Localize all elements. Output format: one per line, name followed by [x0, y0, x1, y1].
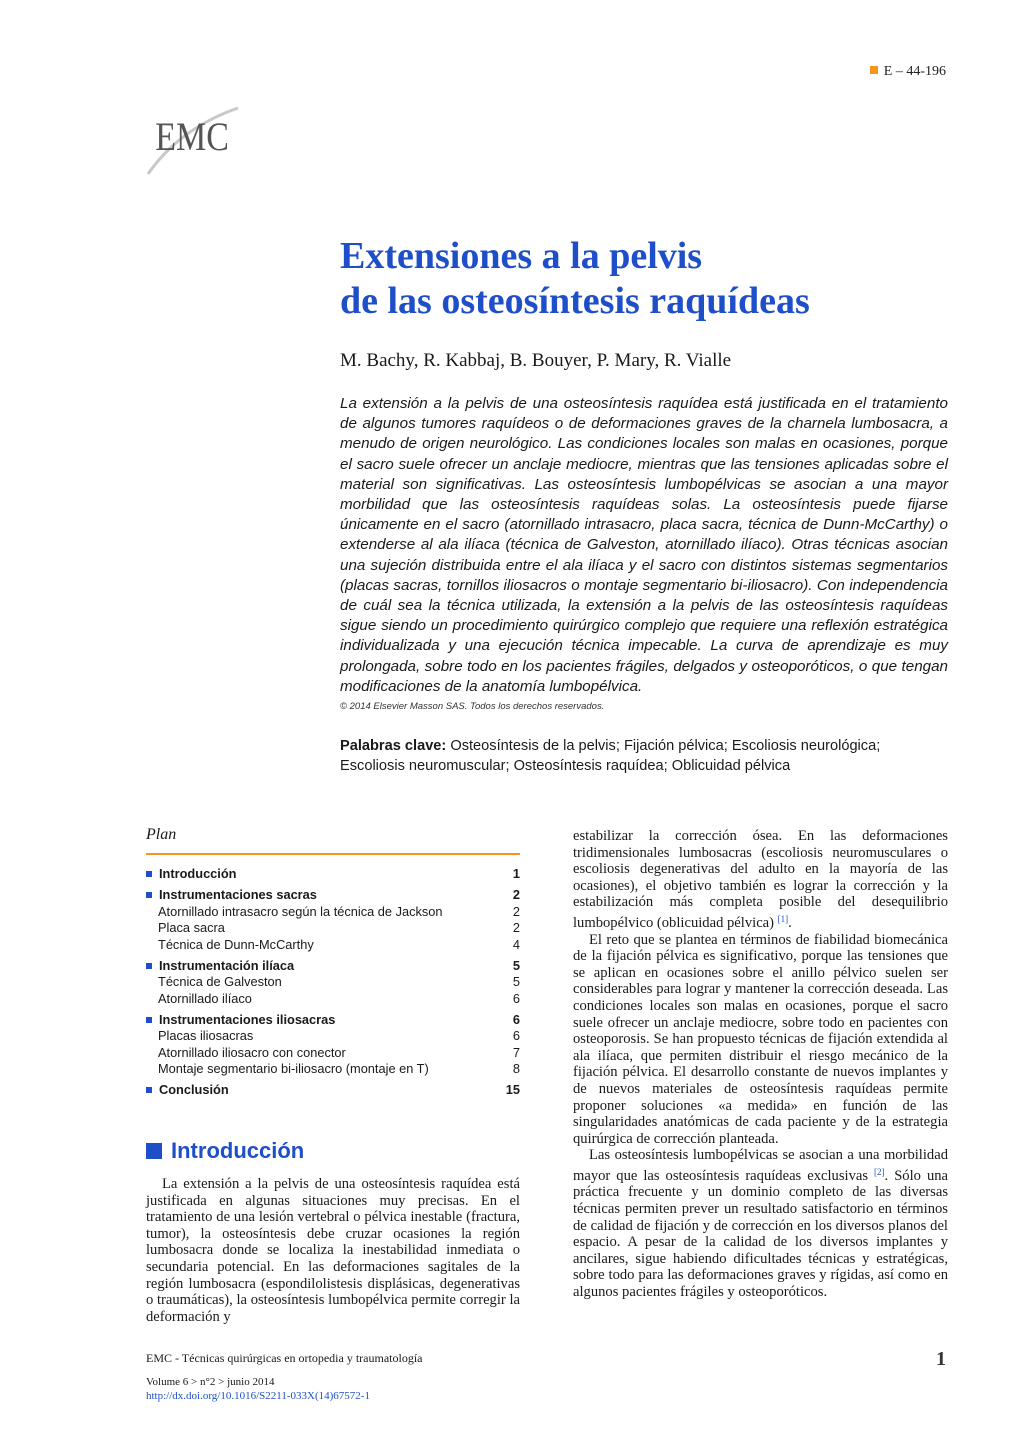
article-title: [340, 234, 960, 324]
citation-link[interactable]: [1]: [777, 913, 789, 924]
plan-divider: [146, 853, 520, 855]
bullet-icon: [146, 963, 152, 969]
toc-item[interactable]: [146, 1061, 520, 1078]
toc-item-page: 5: [512, 974, 520, 989]
toc-item-label: Atornillado iliosacro con conector: [158, 1044, 346, 1060]
toc-item-page: 5: [512, 957, 520, 973]
toc-item[interactable]: [146, 866, 520, 883]
plan-title: Plan: [146, 826, 177, 843]
title-line-2: de las osteosíntesis raquídeas: [340, 280, 810, 322]
toc-item-page: 2: [512, 920, 520, 935]
toc-item-label: Instrumentaciones iliosacras: [159, 1011, 336, 1027]
keywords-label: Palabras clave:: [340, 738, 447, 754]
emc-logo: [140, 98, 250, 178]
toc-item-page: 6: [512, 990, 520, 1006]
toc-item-label: Conclusión: [159, 1082, 229, 1097]
toc-item-label: Instrumentación ilíaca: [159, 957, 295, 973]
toc-item-label: Técnica de Galveston: [158, 974, 282, 989]
citation-link[interactable]: [2]: [874, 1166, 885, 1177]
toc-item[interactable]: [146, 1012, 520, 1029]
toc-item-label: Atornillado intrasacro según la técnica de Jackson: [158, 903, 443, 919]
abstract: La extensión a la pelvis de una osteosíntesis raquídea está justificada en el tratamiento de algunos tumores raquídeos o de deformaciones graves de la charnela lumbosacra, a menudo de origen neurológico. Las condiciones locales son malas en ocasiones, porque el sacro suele ofrecer un anclaje mediocre, mientras que las tensiones aplicadas sobre el material son significativas. Las osteosíntesis lumbopélvicas se asocian a una mayor morbilidad que las osteosíntesis raquídeas solas. La osteosíntesis puede fijarse únicamente en el sacro (atornillado intrasacro, placa sacra, técnica de Dunn-McCarthy) o extenderse al ala ilíaca (técnica de Galveston, atornillado ilíaco). Otras técnicas asocian una sujeción distribuida entre el ala ilíaca y el sacro con distintos sistemas segmentarios (placas sacras, tornillos iliosacros o montaje segmentario bi-iliosacro). Con independencia de cuál sea la técnica utilizada, la extensión a la pelvis de las osteosíntesis raquídeas sigue siendo un procedimiento quirúrgico complejo que requiere una reflexión estratégica individualizada y una ejecución técnica impecable. La curva de aprendizaje es muy prolongada, sobre todo en los pacientes frágiles, delgados y osteoporóticos, o que tengan modificaciones de la anatomía lumbopélvica.: [340, 395, 948, 695]
toc-item[interactable]: [146, 904, 520, 921]
section-heading-introduccion: Introducción: [146, 1138, 304, 1164]
toc-item-label: Placas iliosacras: [158, 1028, 254, 1043]
right-column-text: [573, 828, 948, 1301]
toc-item[interactable]: [146, 1045, 520, 1062]
toc-item-page: 2: [512, 887, 520, 902]
toc-item-label: Placa sacra: [158, 920, 225, 935]
blue-square-icon: [146, 1143, 162, 1159]
toc-item-page: 6: [512, 1011, 520, 1027]
keywords-list: Osteosíntesis de la pelvis; Fijación pélvica; Escoliosis neurológica; Escoliosis neuromuscular; Osteosíntesis raquídea; Oblicuidad pélvica: [340, 738, 881, 774]
toc-item[interactable]: [146, 1082, 520, 1099]
toc-item-label: Instrumentaciones sacras: [159, 887, 317, 902]
bullet-icon: [146, 1017, 152, 1023]
intro-paragraph-1: La extensión a la pelvis de una osteosíntesis raquídea está justificada en algunas situaciones muy precisas. En el tratamiento de una lesión vertebral o pélvica inestable (fractura, tumor), la osteosíntesis debe cruzar ocasiones la región lumbosacra donde se localiza la inestabilidad inmediata o secundaria potencial. En las deformaciones sagitales de la región lumbosacra (espondilolistesis displásicas, degenerativas o traumáticas), la osteosíntesis lumbopélvica permite corregir la deformación y: [146, 1176, 520, 1325]
reference-code: E – 44-196: [870, 64, 946, 80]
toc-item-page: 4: [512, 936, 520, 952]
toc-item[interactable]: [146, 937, 520, 954]
table-of-contents: [146, 866, 520, 1099]
toc-item[interactable]: [146, 991, 520, 1008]
toc-item-page: 15: [505, 1082, 520, 1097]
toc-item[interactable]: [146, 920, 520, 937]
copyright: © 2014 Elsevier Masson SAS. Todos los derechos reservados.: [340, 701, 605, 712]
intro-paragraph-3: Las osteosíntesis lumbopélvicas se asocian a una morbilidad mayor que las osteosíntesis raquídeas exclusivas [2]. Sólo una práctica frecuente y un dominio completo de las diversas técnicas permiten prever un resultado satisfactorio en términos de calidad de fijación y de corrección en los diversos planos del espacio. A pesar de la calidad de los diversos implantes y ancilares, sigue habiendo dificultades técnicas y estratégicas, sobre todo para las deformaciones graves y rígidas, así como en algunos pacientes frágiles y osteoporóticos.: [573, 1147, 949, 1301]
orange-square-icon: [870, 66, 878, 74]
intro-paragraph-1-continued: estabilizar la corrección ósea. En las deformaciones tridimensionales lumbosacras (escoliosis neuromusculares o escoliosis degenerativas del adulto en la mayoría de las ocasiones), el objetivo también es lograr la corrección y la estabilización más completa posible del desequilibrio lumbopélvico (oblicuidad pélvica) [1].: [573, 828, 948, 931]
toc-item[interactable]: [146, 1028, 520, 1045]
footer-journal: EMC - Técnicas quirúrgicas en ortopedia y traumatología: [146, 1351, 423, 1365]
toc-item-label: Técnica de Dunn-McCarthy: [158, 936, 314, 952]
toc-item-page: 6: [512, 1028, 520, 1043]
toc-item-page: 8: [512, 1061, 520, 1076]
title-line-1: Extensiones a la pelvis: [340, 235, 703, 277]
toc-item-page: 7: [512, 1044, 520, 1060]
bullet-icon: [146, 892, 152, 898]
toc-item[interactable]: [146, 887, 520, 904]
authors: M. Bachy, R. Kabbaj, B. Bouyer, P. Mary, R. Vialle: [340, 350, 732, 371]
page-number: 1: [936, 1348, 946, 1370]
intro-paragraph-2: El reto que se plantea en términos de fiabilidad biomecánica de la fijación pélvica es significativo, porque las tensiones que se aplican en ocasiones sobre el anillo pélvico suelen ser considerables para lograr y mantener la corrección deseada. Las condiciones locales son malas en ocasiones, porque el sacro suele ofrecer un anclaje mediocre, sobre todo en pacientes con osteoporosis. Se han propuesto técnicas de fijación extendida al ala ilíaca, que permiten distribuir el riesgo mecánico de la fijación pélvica. El desarrollo constante de nuevos implantes y de nuevos materiales de osteosíntesis raquídeas permite proponer soluciones «a medida» en función de las singularidades anatómicas de cada paciente y de la estrategia quirúrgica de corrección planteada.: [573, 931, 948, 1147]
toc-item[interactable]: [146, 958, 520, 975]
toc-item-page: 2: [512, 903, 520, 919]
toc-item[interactable]: [146, 974, 520, 991]
bullet-icon: [146, 1087, 152, 1093]
toc-item-label: Introducción: [159, 866, 237, 881]
left-column-text: [146, 1176, 520, 1325]
footer-volume: Volume 6 > n°2 > junio 2014: [146, 1376, 275, 1388]
bullet-icon: [146, 871, 152, 877]
toc-item-label: Atornillado ilíaco: [158, 990, 252, 1006]
keywords: [340, 736, 948, 776]
logo-text: EMC: [155, 115, 229, 160]
doi-link[interactable]: http://dx.doi.org/10.1016/S2211-033X(14)67572-1: [146, 1390, 370, 1402]
toc-item-label: Montaje segmentario bi-iliosacro (montaje en T): [158, 1061, 429, 1076]
toc-item-page: 1: [512, 866, 520, 881]
